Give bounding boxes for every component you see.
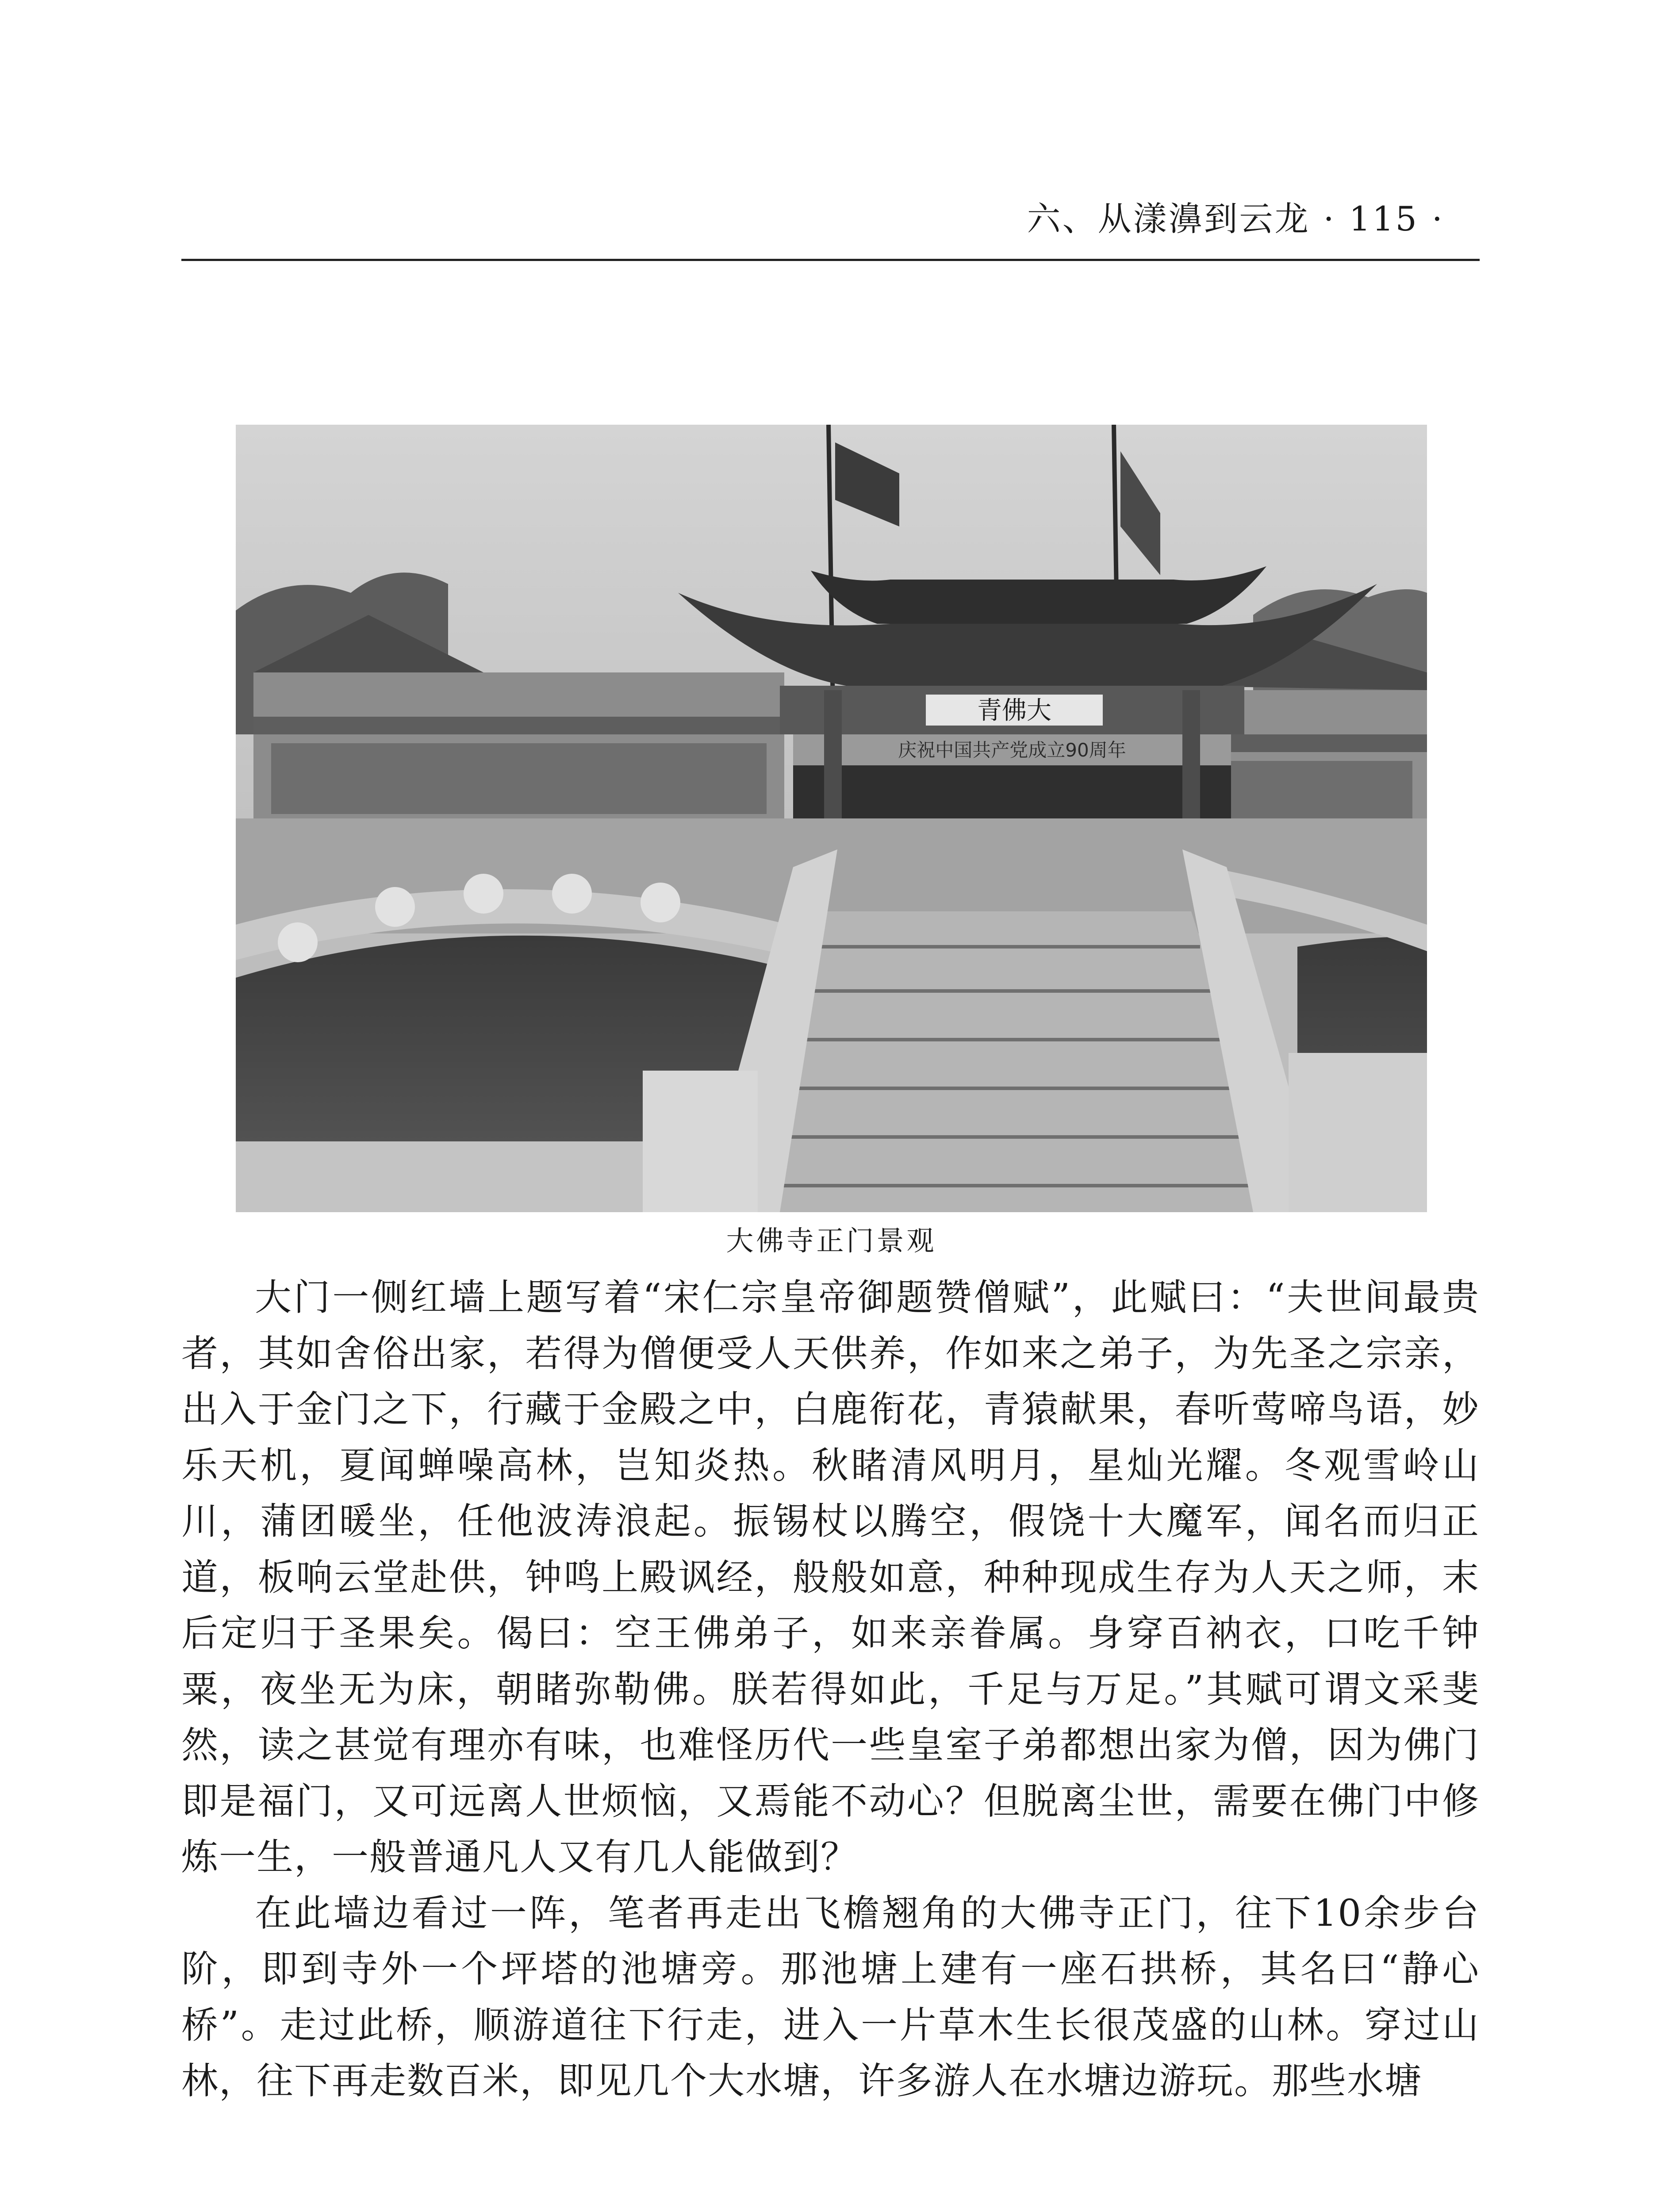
front-wall	[236, 1141, 643, 1212]
page-number-dot-left: ·	[1323, 199, 1336, 238]
chapter-title: 六、从漾濞到云龙	[1027, 199, 1310, 238]
paragraph: 在此墙边看过一阵，笔者再走出飞檐翘角的大佛寺正门，往下10余步台阶，即到寺外一个坪塔的池塘旁。那池塘上建有一座石拱桥，其名曰“静心桥”。走过此桥，顺游道往下行走，进入一片草木生长很茂盛的山林。穿过山林，往下再走数百米，即见几个大水塘，许多游人在水塘边游玩。那些水塘	[181, 1891, 1480, 2102]
body-text	[181, 1270, 1480, 2109]
page-number-dot-right: ·	[1431, 199, 1444, 238]
gate-banner: 庆祝中国共产党成立90周年	[898, 739, 1126, 761]
running-header	[181, 195, 1480, 243]
photo-caption: 大佛寺正门景观	[726, 1225, 937, 1257]
header-rule	[181, 259, 1480, 261]
temple-sign: 青佛大	[977, 696, 1051, 725]
page-number: 115	[1349, 199, 1419, 238]
temple-photo-drawing	[236, 425, 1427, 1212]
temple-photo	[236, 425, 1427, 1212]
header-text	[1027, 195, 1444, 243]
paragraph: 大门一侧红墙上题写着“宋仁宗皇帝御题赞僧赋”，此赋曰：“夫世间最贵者，其如舍俗出家，若得为僧便受人天供养，作如来之弟子，为先圣之宗亲，出入于金门之下，行藏于金殿之中，白鹿衔花，青猿献果，春听莺啼鸟语，妙乐天机，夏闻蝉噪高林，岂知炎热。秋睹清风明月，星灿光耀。冬观雪岭山川，蒲团暖坐，任他波涛浪起。振锡杖以腾空，假饶十大魔军，闻名而归正道，板响云堂赴供，钟鸣上殿讽经，般般如意，种种现成生存为人天之师，末后定归于圣果矣。偈曰：空王佛弟子，如来亲眷属。身穿百衲衣，口吃千钟粟，夜坐无为床，朝睹弥勒佛。朕若得如此，千足与万足。”其赋可谓文采斐然，读之甚觉有理亦有味，也难怪历代一些皇室子弟都想出家为僧，因为佛门即是福门，又可远离人世烦恼，又焉能不动心？但脱离尘世，需要在佛门中修炼一生，一般普通凡人又有几人能做到？	[181, 1276, 1480, 1878]
